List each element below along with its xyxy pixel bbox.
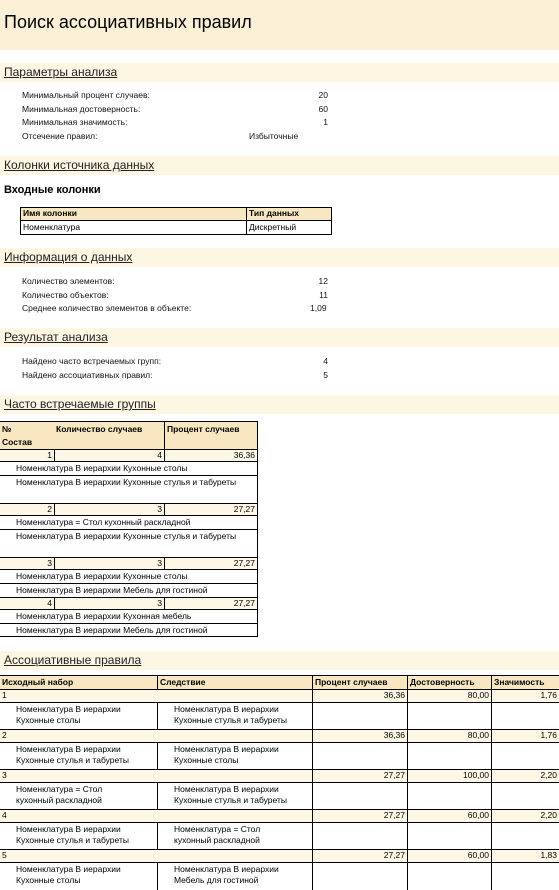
source-header-name: Имя колонки [21,208,247,221]
group-count: 3 [55,558,165,570]
rule-consequent: Номенклатура В иерархии Кухонные столы [158,743,313,770]
rule-blank [313,743,408,770]
rule-significance: 2,20 [492,770,559,783]
rule-blank [492,703,559,730]
rule-significance: 2,20 [492,810,559,823]
param-value: 20 [318,90,328,100]
rule-blank [313,703,408,730]
rule-no: 1 [0,690,313,703]
group-no: 3 [0,558,55,570]
group-no: 1 [0,450,55,462]
result-value: 4 [323,356,328,366]
rule-antecedent: Номенклатура В иерархии Кухонные стулья и табуреты [0,743,158,770]
rule-blank [408,743,492,770]
group-percent: 27,27 [165,558,257,570]
page-title: Поиск ассоциативных правил [4,12,252,32]
source-header-type: Тип данных [247,208,331,221]
rules-header-significance: Значимость [492,676,559,690]
param-label: Минимальный процент случаев: [22,90,150,100]
rule-percent: 36,36 [313,690,408,703]
rule-percent: 27,27 [313,770,408,783]
rule-no: 3 [0,770,313,783]
group-percent: 27,27 [165,598,257,610]
rule-antecedent: Номенклатура В иерархии Кухонные стулья и табуреты [0,823,158,850]
rules-header-antecedent: Исходный набор [0,676,158,690]
result-label: Найдено ассоциативных правил: [22,370,153,379]
group-no: 4 [0,598,55,610]
rule-significance: 1,76 [492,730,559,743]
source-table [20,207,332,235]
rule-blank [492,863,559,890]
param-label: Минимальная значимость: [22,117,128,126]
info-value: 1,09 [310,303,327,313]
result-label: Найдено часто встречаемых групп: [22,356,162,366]
rule-antecedent: Номенклатура В иерархии Кухонные столы [0,863,158,890]
source-cell-name: Номенклатура [21,221,247,234]
rule-confidence: 80,00 [408,730,492,743]
rule-confidence: 80,00 [408,690,492,703]
rule-significance: 1,76 [492,690,559,703]
rule-blank [492,823,559,850]
group-percent: 36,36 [165,450,257,462]
rule-consequent: Номенклатура В иерархии Кухонные стулья и табуреты [158,783,313,810]
info-label: Количество объектов: [22,290,109,300]
rule-blank [313,863,408,890]
group-count: 4 [55,450,165,462]
groups-header-percent: Процент случаев [165,422,257,450]
result-section-title[interactable]: Результат анализа [4,330,108,344]
group-percent: 27,27 [165,504,257,516]
rule-blank [408,823,492,850]
info-section-title[interactable]: Информация о данных [4,250,133,264]
rule-blank [408,863,492,890]
rule-significance: 1,83 [492,850,559,863]
source-cell-type: Дискретный [249,222,297,232]
param-label: Отсечение правил: [22,131,98,141]
group-line: Номенклатура В иерархии Кухонные столы [0,462,257,476]
info-value: 12 [318,276,328,286]
group-line: Номенклатура В иерархии Кухонные стулья и табуреты [0,530,257,558]
group-line: Номенклатура В иерархии Кухонные столы [0,570,257,584]
group-line: Номенклатура = Стол кухонный раскладной [0,516,257,530]
source-subtitle: Входные колонки [4,184,101,196]
param-value: 1 [323,117,328,126]
group-no: 2 [0,504,55,516]
rule-confidence: 60,00 [408,850,492,863]
rule-blank [313,783,408,810]
rules-header-percent: Процент случаев [313,676,408,690]
rule-no: 4 [0,810,313,823]
rule-percent: 27,27 [313,810,408,823]
rule-percent: 36,36 [313,730,408,743]
info-label: Среднее количество элементов в объекте: [22,303,192,313]
rule-consequent: Номенклатура В иерархии Мебель для гостиной [158,863,313,890]
rule-blank [313,823,408,850]
rule-blank [408,703,492,730]
rule-antecedent: Номенклатура = Стол кухонный раскладной [0,783,158,810]
rules-section-title[interactable]: Ассоциативные правила [4,653,142,667]
group-count: 3 [55,504,165,516]
groups-header-left [0,422,165,450]
rule-confidence: 100,00 [408,770,492,783]
source-section-title[interactable]: Колонки источника данных [4,158,155,172]
rule-blank [408,783,492,810]
groups-header-no: № [2,424,12,434]
groups-section-title[interactable]: Часто встречаемые группы [4,397,156,411]
rule-no: 2 [0,730,313,743]
group-count: 3 [55,598,165,610]
result-value: 5 [323,370,328,379]
rules-header-confidence: Достоверность [408,676,492,690]
group-line: Номенклатура В иерархии Кухонная мебель [0,610,257,624]
group-line: Номенклатура В иерархии Кухонные стулья и табуреты [0,476,257,504]
rule-consequent: Номенклатура = Стол кухонный раскладной [158,823,313,850]
info-label: Количество элементов: [22,276,115,286]
group-line: Номенклатура В иерархии Мебель для гостиной [0,584,257,598]
param-value: 60 [318,104,328,114]
rule-antecedent: Номенклатура В иерархии Кухонные столы [0,703,158,730]
rule-no: 5 [0,850,313,863]
info-value: 11 [319,290,328,300]
rule-consequent: Номенклатура В иерархии Кухонные стулья и табуреты [158,703,313,730]
groups-header-count: Количество случаев [56,424,143,434]
groups-table [0,421,258,637]
rules-table [0,675,559,889]
groups-header-composition: Состав [2,437,33,447]
rule-blank [492,783,559,810]
rules-header-consequent: Следствие [158,676,313,690]
param-label: Минимальная достоверность: [22,104,141,114]
rule-percent: 27,27 [313,850,408,863]
rule-confidence: 60,00 [408,810,492,823]
params-section-title[interactable]: Параметры анализа [4,65,118,79]
group-line: Номенклатура В иерархии Мебель для гостиной [16,625,208,635]
param-value: Избыточные [249,131,299,141]
rule-blank [492,743,559,770]
